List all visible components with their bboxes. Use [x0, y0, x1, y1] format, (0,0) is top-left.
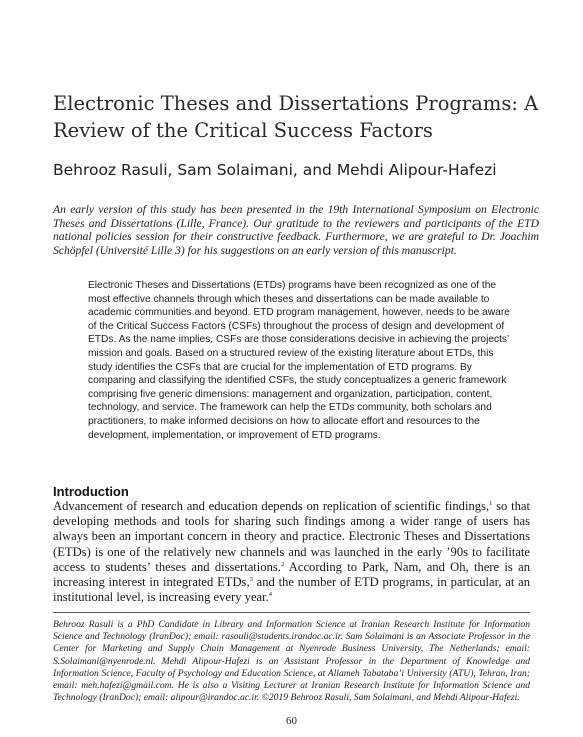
page-number: 60 [286, 715, 297, 727]
footnote-ref-2: 2 [280, 560, 285, 568]
author-affiliation-footnote: Behrooz Rasuli is a PhD Candidate in Library and Information Science at Iranian Research Institute for Information Science and Technology (IranDoc); email: rasouli@students.irandoc.ac.ir. Sam Solaimani is an Associate Professor in the Center for Marketing and Supply Chain Management at Nyenrode Business University, The Netherlands; email: S.Solaimani@nyenrode.nl. Mehdi Alipour-Hafezi is an Assistant Professor in the Department of Knowledge and Information Science, Faculty of Psychology and Education Science, at Allameh Tabataba’i University (ATU), Tehran, Iran; email: meh.hafezi@gmail.com. He is also a Visiting Lecturer at Iranian Research Institute for Information Science and Technology (IranDoc); email: alipour@irandoc.ac.ir. ©2019 Behrooz Rasuli, Sam Solaimani, and Mehdi Alipour-Hafezi. [53, 619, 530, 704]
section-heading-introduction: Introduction [53, 484, 129, 499]
abstract: Electronic Theses and Dissertations (ETDs) programs have been recognized as one of the most effective channels through which theses and dissertations can be made available to academic communities and beyond. ETD program management, however, needs to be aware of the Critical Success Factors (CSFs) throughout the process of design and development of ETDs. As the name implies, CSFs are those considerations decisive in achieving the projects’ mission and goals. Based on a structured review of the existing literature about ETDs, this study identifies the CSFs that are crucial for the implementation of ETD programs. By comparing and classifying the identified CSFs, the study conceptualizes a generic framework comprising five generic dimensions: management and organization, participation, content, technology, and service. The framework can help the ETDs community, both scholars and practitioners, to make informed decisions on how to allocate effort and resources to the development, implementation, or improvement of ETD programs. [88, 280, 510, 441]
paper-title: Electronic Theses and Dissertations Programs: A Review of the Critical Success Factors [53, 92, 539, 142]
intro-text-4: and the number of ETD programs, in particular, at an institutional level, is increasing every year. [53, 575, 531, 605]
introduction-paragraph [53, 499, 530, 605]
author-list: Behrooz Rasuli, Sam Solaimani, and Mehdi Alipour-Hafezi [53, 161, 497, 179]
footnote-ref-3: 3 [249, 575, 253, 583]
intro-text-3: According to Park, Nam, and Oh, there is an increasing interest in integrated ETDs, [53, 559, 530, 590]
intro-text-2: so that developing methods and tools for sharing such findings among a wider range of users has always been an important concern in theory and practice. Electronic Theses and Dissertations (ETDs) is one of the relatively new channels and was launched in the early ’90s to facilitate access to students’ theses and dissertations. [53, 499, 531, 574]
acknowledgement-note: An early version of this study has been presented in the 19th International Symposium on Electronic Theses and Dissertations (Lille, France). Our gratitude to the reviewers and participants of the ETD national policies session for their constructive feedback. Furthermore, we are grateful to Dr. Joachim Schöpfel (Université Lille 3) for his suggestions on an early version of this manuscript. [53, 203, 539, 257]
footnote-ref-1: 1 [489, 499, 493, 507]
intro-text-1: Advancement of research and education depends on replication of scientific findings, [53, 499, 490, 513]
footnote-ref-4: 4 [268, 591, 273, 599]
footnote-divider [53, 612, 530, 613]
